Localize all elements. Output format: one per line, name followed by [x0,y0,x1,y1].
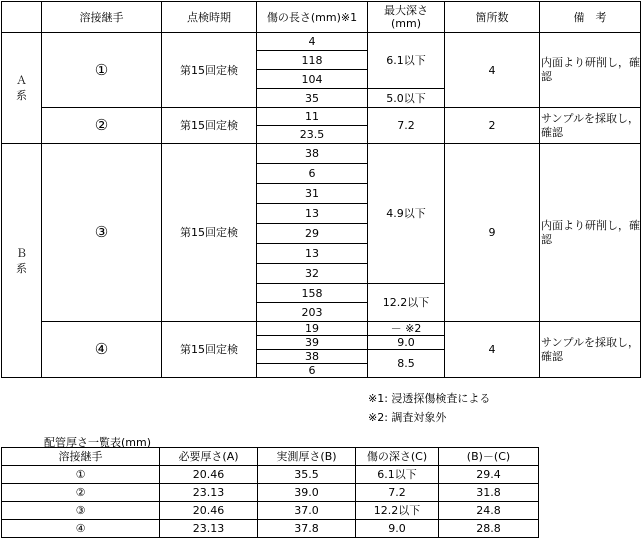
joint-2-depth: 7.2 [368,108,445,144]
joint-2-inspection: 第15回定検 [162,108,257,144]
table-row [2,502,539,520]
joint-4-depth: 9.0 [368,336,445,350]
thickness-header-measured: 実測厚さ(B) [258,448,356,466]
thickness-required: 23.13 [160,520,258,538]
joint-3-inspection: 第15回定検 [162,144,257,322]
thickness-difference: 28.8 [439,520,539,538]
joint-4-depth: 8.5 [368,350,445,378]
joint-3: ③ [42,144,162,322]
thickness-measured: 37.0 [258,502,356,520]
joint-1: ① [42,33,162,108]
joint-2-length: 11 [257,108,368,126]
thickness-table-caption: 配管厚さ一覧表(mm) [44,436,152,449]
thickness-measured: 37.8 [258,520,356,538]
thickness-difference: 29.4 [439,466,539,484]
joint-4-remarks: サンプルを採取し，確認 [540,322,641,378]
joint-3-length: 31 [257,184,368,204]
thickness-header-difference: (B)－(C) [439,448,539,466]
thickness-joint: ② [2,484,160,502]
joint-3-depth: 12.2以下 [368,284,445,322]
joint-3-count: 9 [445,144,540,322]
thickness-required: 20.46 [160,466,258,484]
table-row [2,484,539,502]
joint-3-remarks: 内面より研削し，確認 [540,144,641,322]
joint-3-length: 13 [257,244,368,264]
system-b-label: Ｂ 系 [2,144,42,378]
thickness-flaw-depth: 7.2 [356,484,439,502]
joint-4-inspection: 第15回定検 [162,322,257,378]
joint-2-count: 2 [445,108,540,144]
footnote-1: ※1: 浸透探傷検査による [368,392,491,405]
thickness-difference: 31.8 [439,484,539,502]
joint-3-length: 32 [257,264,368,284]
joint-4: ④ [42,322,162,378]
thickness-difference: 24.8 [439,502,539,520]
thickness-joint: ④ [2,520,160,538]
header-blank [2,2,42,33]
joint-3-length: 158 [257,284,368,303]
header-max-depth [368,2,445,33]
thickness-header-flaw-depth: 傷の深さ(C) [356,448,439,466]
thickness-flaw-depth: 9.0 [356,520,439,538]
joint-1-length: 118 [257,51,368,70]
joint-1-inspection: 第15回定検 [162,33,257,108]
joint-4-length: 6 [257,364,368,378]
joint-1-depth: 5.0以下 [368,89,445,108]
thickness-flaw-depth: 6.1以下 [356,466,439,484]
table-row [2,466,539,484]
thickness-header-required: 必要厚さ(A) [160,448,258,466]
joint-3-length: 13 [257,204,368,224]
joint-2-length: 23.5 [257,126,368,144]
thickness-joint: ① [2,466,160,484]
header-max-depth-line2: (mm) [390,17,421,30]
joint-1-length: 4 [257,33,368,51]
header-remarks: 備 考 [540,2,641,33]
joint-4-count: 4 [445,322,540,378]
footnote-2: ※2: 調査対象外 [368,411,447,424]
joint-4-depth: － ※2 [368,322,445,336]
joint-4-length: 38 [257,350,368,364]
thickness-header-joint: 溶接継手 [2,448,160,466]
joint-2: ② [42,108,162,144]
joint-4-length: 39 [257,336,368,350]
system-a-label: Ａ 系 [2,33,42,144]
thickness-required: 20.46 [160,502,258,520]
thickness-table [1,447,539,538]
table-row [2,520,539,538]
thickness-required: 23.13 [160,484,258,502]
joint-2-remarks: サンプルを採取し，確認 [540,108,641,144]
thickness-measured: 39.0 [258,484,356,502]
header-max-depth-line1: 最大深さ [384,4,428,17]
joint-3-length: 29 [257,224,368,244]
joint-3-length: 203 [257,303,368,322]
flaw-table [1,1,641,378]
joint-3-depth: 4.9以下 [368,144,445,284]
header-count: 箇所数 [445,2,540,33]
header-joint: 溶接継手 [42,2,162,33]
joint-1-count: 4 [445,33,540,108]
joint-3-length: 6 [257,164,368,184]
joint-3-length: 38 [257,144,368,164]
header-flaw-length: 傷の長さ(mm)※1 [257,2,368,33]
thickness-joint: ③ [2,502,160,520]
thickness-flaw-depth: 12.2以下 [356,502,439,520]
joint-1-remarks: 内面より研削し，確認 [540,33,641,108]
joint-1-length: 35 [257,89,368,108]
header-inspection: 点検時期 [162,2,257,33]
joint-1-depth: 6.1以下 [368,33,445,89]
joint-4-length: 19 [257,322,368,336]
thickness-measured: 35.5 [258,466,356,484]
joint-1-length: 104 [257,70,368,89]
